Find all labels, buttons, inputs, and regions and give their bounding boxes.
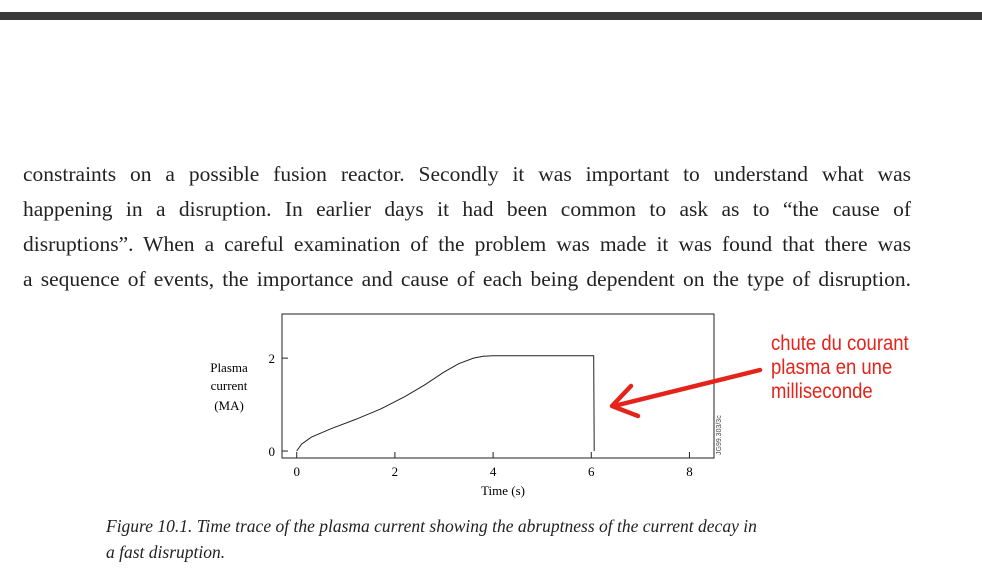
y-tick-label: 0 <box>268 444 275 460</box>
caption-line-1: Figure 10.1. Time trace of the plasma current showing the abruptness of the current decay in <box>106 516 757 536</box>
figure-caption <box>106 513 866 565</box>
x-tick-label: 8 <box>686 464 693 479</box>
annotation-line-2: plasma en une <box>771 356 893 379</box>
figure-id-watermark: JG99.303/3c <box>716 415 723 455</box>
annotation-line-1: chute du courant <box>771 332 909 355</box>
x-tick-label: 4 <box>489 464 497 479</box>
annotation-arrow-shaft <box>618 370 760 405</box>
x-tick-label: 2 <box>391 464 399 479</box>
annotation-line-3: milliseconde <box>771 380 873 403</box>
ylabel-line-2: current <box>210 378 248 393</box>
y-tick-label: 2 <box>268 351 275 367</box>
tick-group <box>269 351 693 479</box>
paragraph-line-4: a sequence of events, the importance and cause of each being dependent on the type of disruption. <box>23 267 911 291</box>
x-tick-label: 6 <box>588 464 595 479</box>
ylabel-line-3: (MA) <box>214 398 244 413</box>
red-annotation <box>771 332 927 404</box>
paragraph-line-1: constraints on a possible fusion reactor. Secondly it was important to understand what was <box>23 162 911 186</box>
xlabel: Time (s) <box>481 483 525 498</box>
caption-line-2: a fast disruption. <box>106 542 226 562</box>
x-tick-label: 0 <box>293 464 300 479</box>
paragraph-line-3: disruptions”. When a careful examination of the problem was made it was found that there was <box>23 232 911 256</box>
ylabel-line-1: Plasma <box>210 360 248 375</box>
paragraph-line-2: happening in a disruption. In earlier days it had been common to ask as to “the cause of <box>23 197 911 221</box>
plot-frame <box>282 314 714 458</box>
plasma-current-trace <box>297 356 595 451</box>
